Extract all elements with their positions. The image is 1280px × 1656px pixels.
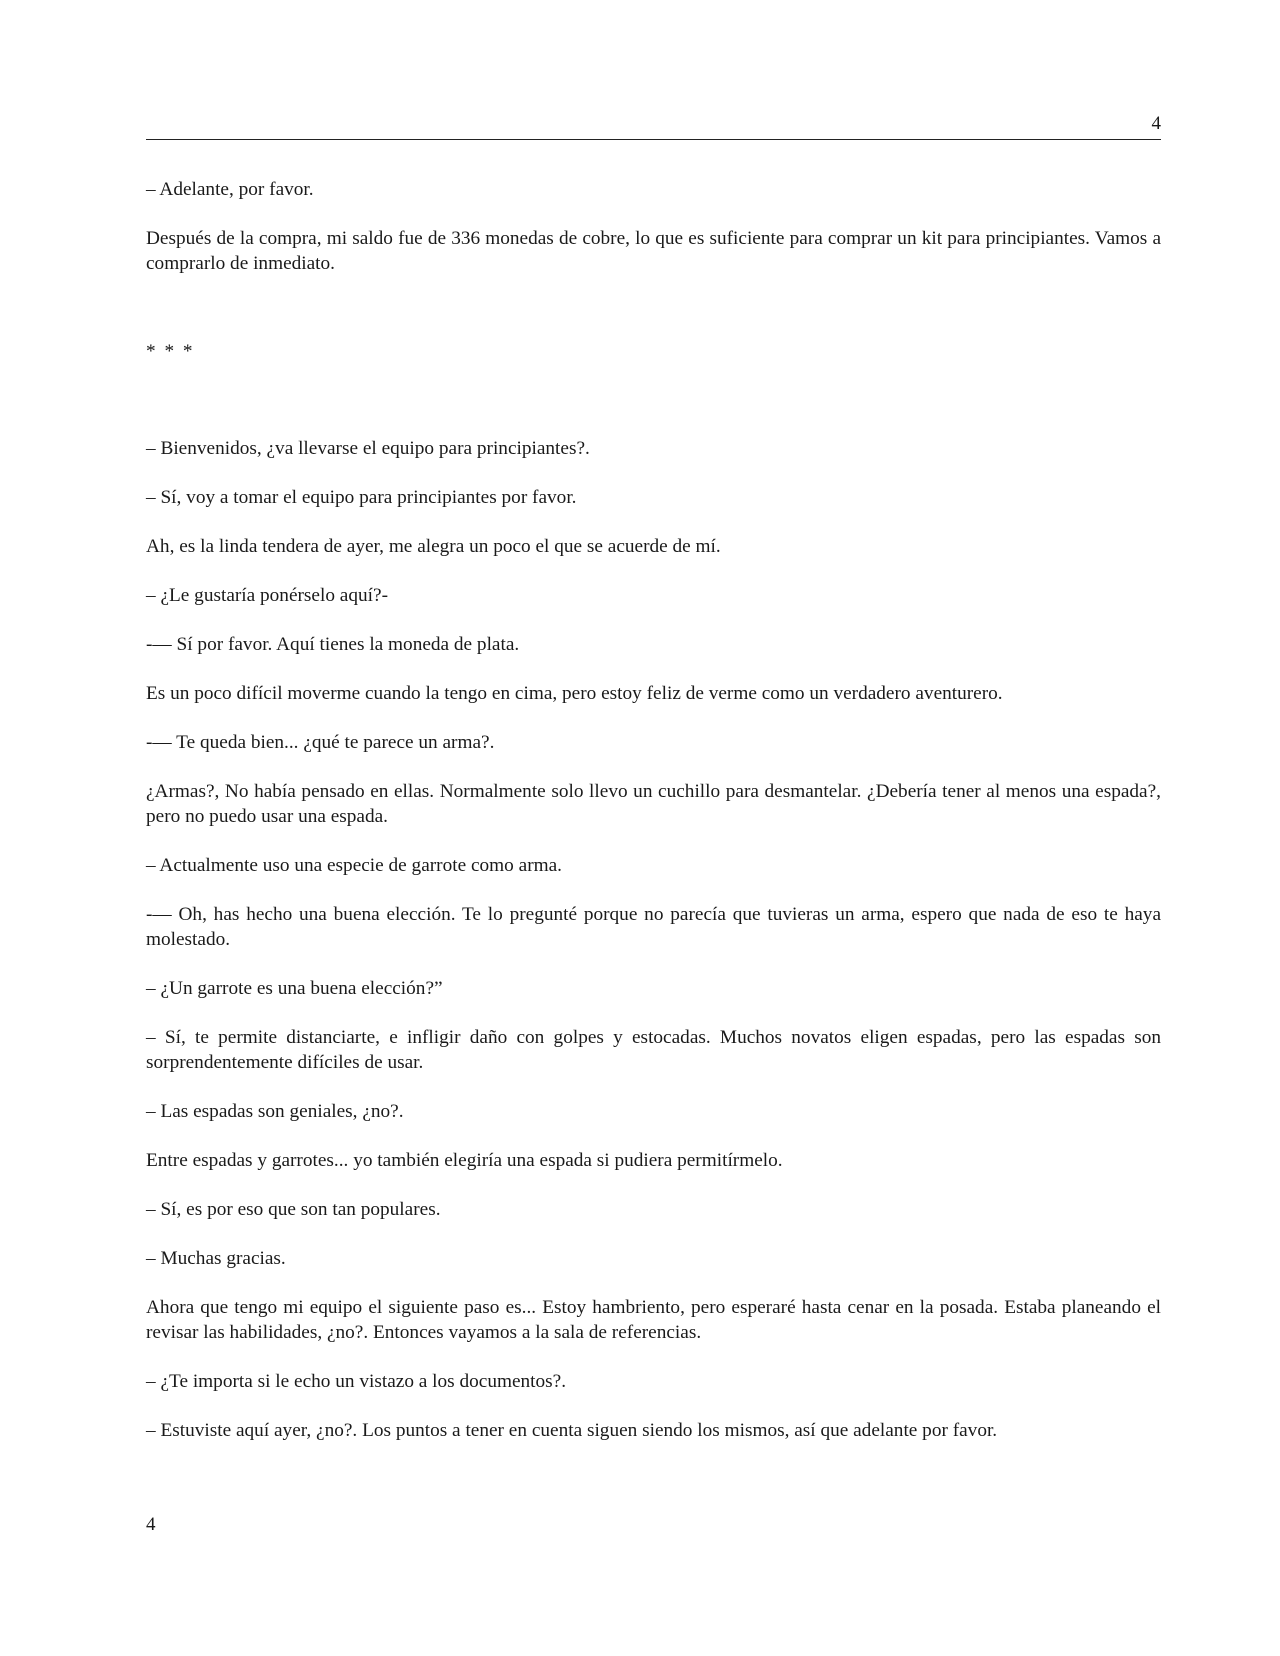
dialogue-line: – Actualmente uso una especie de garrote como arma. [146, 855, 562, 876]
dialogue-line: – Sí, te permite distanciarte, e infligir daño con golpes y estocadas. Muchos novatos eligen espadas, pero las espadas son sorprendentemente difíciles de usar. [146, 1027, 1161, 1073]
dialogue-line: – Sí, es por eso que son tan populares. [146, 1199, 441, 1220]
dialogue-line: – Adelante, por favor. [146, 179, 314, 200]
dialogue-line: – ¿Te importa si le echo un vistazo a los documentos?. [146, 1371, 567, 1392]
dialogue-line: – Estuviste aquí ayer, ¿no?. Los puntos a tener en cuenta siguen siendo los mismos, así que adelante por favor. [146, 1420, 998, 1441]
dialogue-line: -— Te queda bien... ¿qué te parece un arma?. [146, 732, 495, 753]
header-rule [146, 139, 1161, 140]
dialogue-line: – Muchas gracias. [146, 1248, 286, 1269]
dialogue-line: -— Sí por favor. Aquí tienes la moneda de plata. [146, 634, 520, 655]
narration-paragraph: Es un poco difícil moverme cuando la tengo en cima, pero estoy feliz de verme como un verdadero aventurero. [146, 683, 1003, 704]
narration-paragraph: Ahora que tengo mi equipo el siguiente paso es... Estoy hambriento, pero esperaré hasta cenar en la posada. Estaba planeando el revisar las habilidades, ¿no?. Entonces vayamos a la sala de referencias. [146, 1297, 1161, 1343]
dialogue-line: – ¿Un garrote es una buena elección?” [146, 978, 443, 999]
dialogue-line: – Bienvenidos, ¿va llevarse el equipo para principiantes?. [146, 438, 590, 459]
header-page-number: 4 [1151, 113, 1161, 134]
dialogue-line: -— Oh, has hecho una buena elección. Te lo pregunté porque no parecía que tuvieras un arma, espero que nada de eso te haya molestado. [146, 904, 1161, 950]
dialogue-line: – Sí, voy a tomar el equipo para principiantes por favor. [146, 487, 577, 508]
dialogue-line: – ¿Le gustaría ponérselo aquí?- [146, 585, 388, 606]
narration-paragraph: Después de la compra, mi saldo fue de 336 monedas de cobre, lo que es suficiente para comprar un kit para principiantes. Vamos a comprarlo de inmediato. [146, 228, 1161, 274]
footer-page-number: 4 [146, 1514, 156, 1535]
narration-paragraph: Ah, es la linda tendera de ayer, me alegra un poco el que se acuerde de mí. [146, 536, 721, 557]
page-body [146, 177, 1161, 1467]
dialogue-line: – Las espadas son geniales, ¿no?. [146, 1101, 404, 1122]
scene-break: * * * [146, 341, 195, 362]
narration-paragraph: ¿Armas?, No había pensado en ellas. Normalmente solo llevo un cuchillo para desmantelar. ¿Debería tener al menos una espada?, pero no puedo usar una espada. [146, 781, 1161, 827]
narration-paragraph: Entre espadas y garrotes... yo también elegiría una espada si pudiera permitírmelo. [146, 1150, 783, 1171]
